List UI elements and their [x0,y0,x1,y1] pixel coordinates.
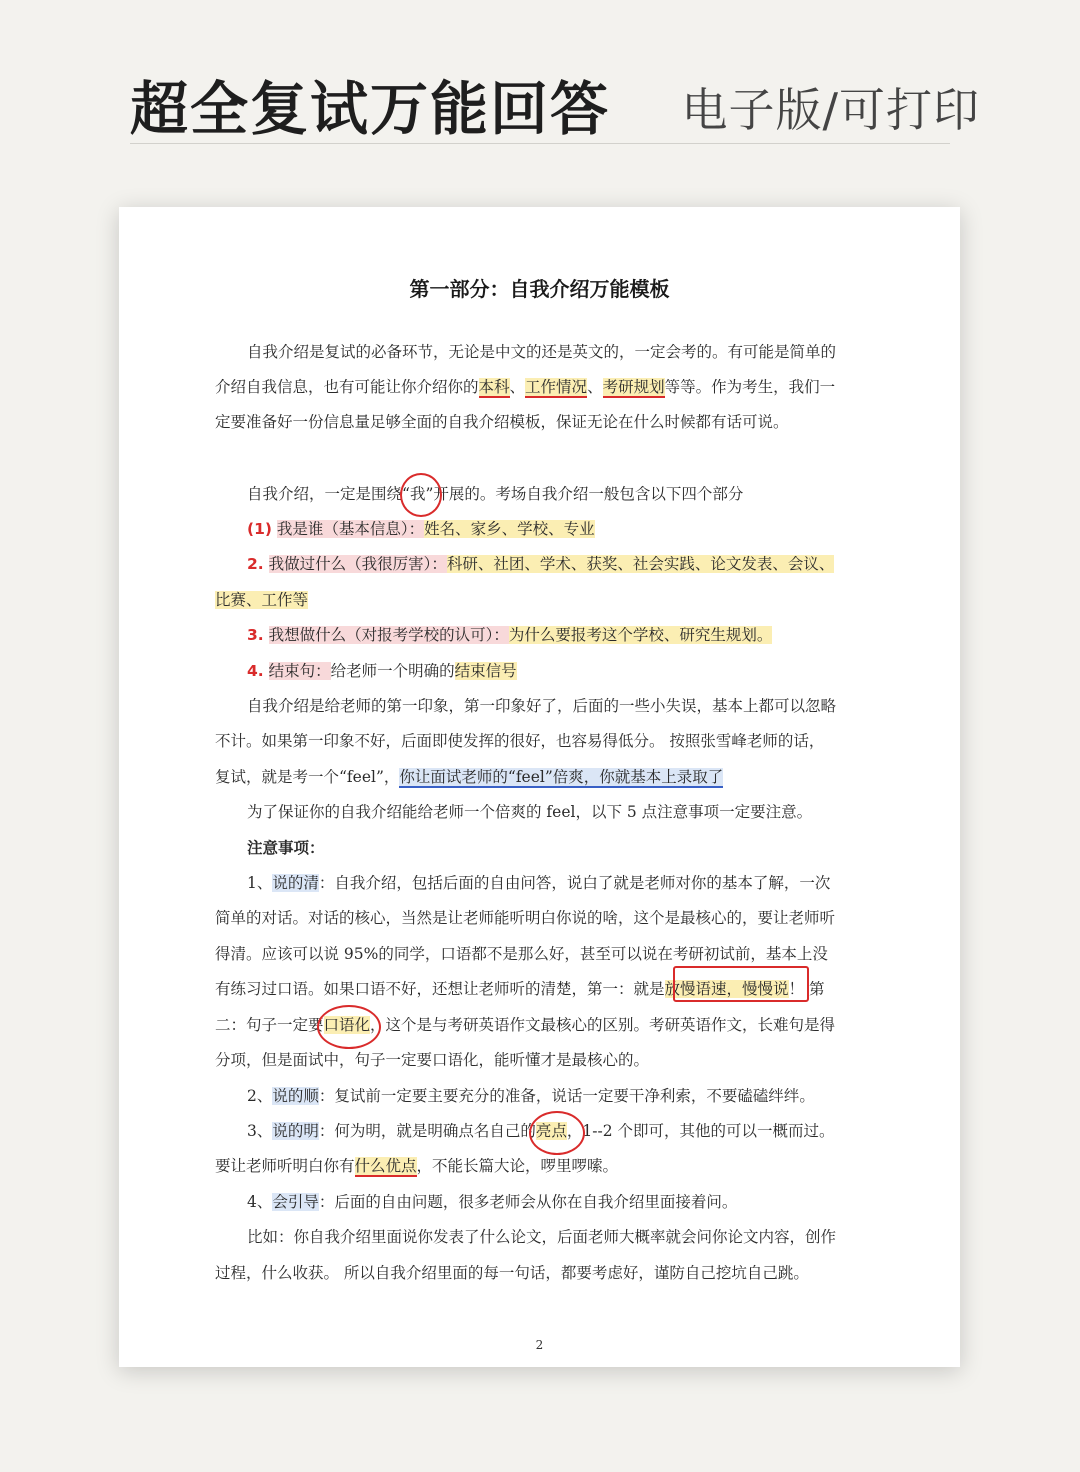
note-heading: 会引导 [272,1193,319,1211]
part-marker: (1) [247,520,272,538]
note-line: 要让老师听明白你有什么优点，不能长篇大论，啰里啰嗦。 [215,1157,619,1175]
note-heading: 说的清 [272,874,319,892]
subtitle: 电子版/可打印 [681,83,980,137]
circle-annotation [529,1111,585,1155]
part-label: 结束句： [268,662,331,680]
impression-line: 为了保证你的自我介绍能给老师一个倍爽的 feel，以下 5 点注意事项一定要注意。 [247,803,813,821]
page-header [130,62,980,143]
header-divider [130,143,950,144]
box-annotation [673,966,809,1002]
part-marker: 3. [247,626,264,644]
document-title: 第一部分：自我介绍万能模板 [409,277,670,301]
part-marker: 2. [247,555,264,573]
highlight: 放慢语速，慢慢说 [664,980,789,998]
part-label: 我是谁（基本信息）： [276,520,425,538]
note-line: 得清。应该可以说 95%的同学，口语都不是那么好，甚至可以说在考研初试前，基本上没 [215,945,828,963]
part-label: 我想做什么（对报考学校的认可）： [268,626,509,644]
highlight: 口语化 [323,1016,371,1034]
notes-title: 注意事项： [247,838,325,857]
around-line: 自我介绍，一定是围绕“我”开展的。考场自我介绍一般包含以下四个部分 [247,485,744,503]
impression-line: 复试，就是考一个“feel”，你让面试老师的“feel”倍爽，你就基本上录取了 [215,768,724,786]
part-item [247,517,845,541]
highlight: 本科 [478,378,510,396]
part-label: 我做过什么（我很厉害）： [268,555,447,573]
note-heading: 说的明 [272,1122,319,1140]
impression-line: 自我介绍是给老师的第一印象，第一印象好了，后面的一些小失误，基本上都可以忽略 [247,697,837,715]
part-detail: 姓名、家乡、学校、专业 [424,520,595,538]
me-quote: “我” [402,485,434,503]
note-heading: 说的顺 [272,1087,319,1105]
note-line: 2、说的顺：复试前一定要主要充分的准备，说话一定要干净利索，不要磕磕绊绊。 [247,1087,815,1105]
highlight: 什么优点 [354,1157,417,1175]
example-line: 过程，什么收获。 所以自我介绍里面的每一句话，都要考虑好，谨防自己挖坑自己跳。 [215,1264,809,1282]
intro-line: 定要准备好一份信息量足够全面的自我介绍模板，保证无论在什么时候都有话可说。 [215,413,789,431]
highlight: 你让面试老师的“feel”倍爽，你就基本上录取了 [399,768,724,786]
page-number: 2 [535,1338,544,1352]
part-detail: 科研、社团、学术、获奖、社会实践、论文发表、会议、 [446,555,835,573]
part-marker: 4. [247,662,264,680]
note-line: 3、说的明：何为明，就是明确点名自己的亮点，1--2 个即可，其他的可以一概而过。 [247,1122,835,1140]
circle-annotation [317,1005,381,1049]
impression-line: 不计。如果第一印象不好，后面即使发挥的很好，也容易得低分。 按照张雪峰老师的话， [215,732,825,750]
circle-annotation [400,473,442,517]
note-line: 有练习过口语。如果口语不好，还想让老师听的清楚，第一：就是放慢语速，慢慢说！ 第 [215,980,825,998]
part-item-cont: 比赛、工作等 [215,591,309,609]
intro-line: 自我介绍是复试的必备环节，无论是中文的还是英文的，一定会考的。有可能是简单的 [247,343,837,361]
note-line: 4、会引导：后面的自由问题，很多老师会从你在自我介绍里面接着问。 [247,1193,738,1211]
highlight: 亮点 [535,1122,567,1140]
highlight: 考研规划 [602,378,665,396]
main-title: 超全复试万能回答 [130,75,611,143]
highlight: 工作情况 [525,378,588,396]
note-line: 分项，但是面试中，句子一定要口语化，能听懂才是最核心的。 [215,1051,650,1069]
part-item: 4. 结束句：给老师一个明确的结束信号 [247,662,517,680]
part-detail: 为什么要报考这个学校、研究生规划。 [508,626,773,644]
example-line: 比如：你自我介绍里面说你发表了什么论文，后面老师大概率就会问你论文内容，创作 [247,1228,837,1246]
note-line: 二：句子一定要口语化，这个是与考研英语作文最核心的区别。考研英语作文，长难句是得 [215,1016,836,1034]
part-item [247,552,845,576]
part-item [247,623,845,647]
note-line: 1、说的清：自我介绍，包括后面的自由问答，说白了就是老师对你的基本了解，一次 [247,874,831,892]
note-line: 简单的对话。对话的核心，当然是让老师能听明白你说的啥，这个是最核心的，要让老师听 [215,909,836,927]
intro-line: 介绍自我信息，也有可能让你介绍你的本科、工作情况、考研规划等等。作为考生，我们一 [215,378,836,396]
document-page [119,207,960,1367]
